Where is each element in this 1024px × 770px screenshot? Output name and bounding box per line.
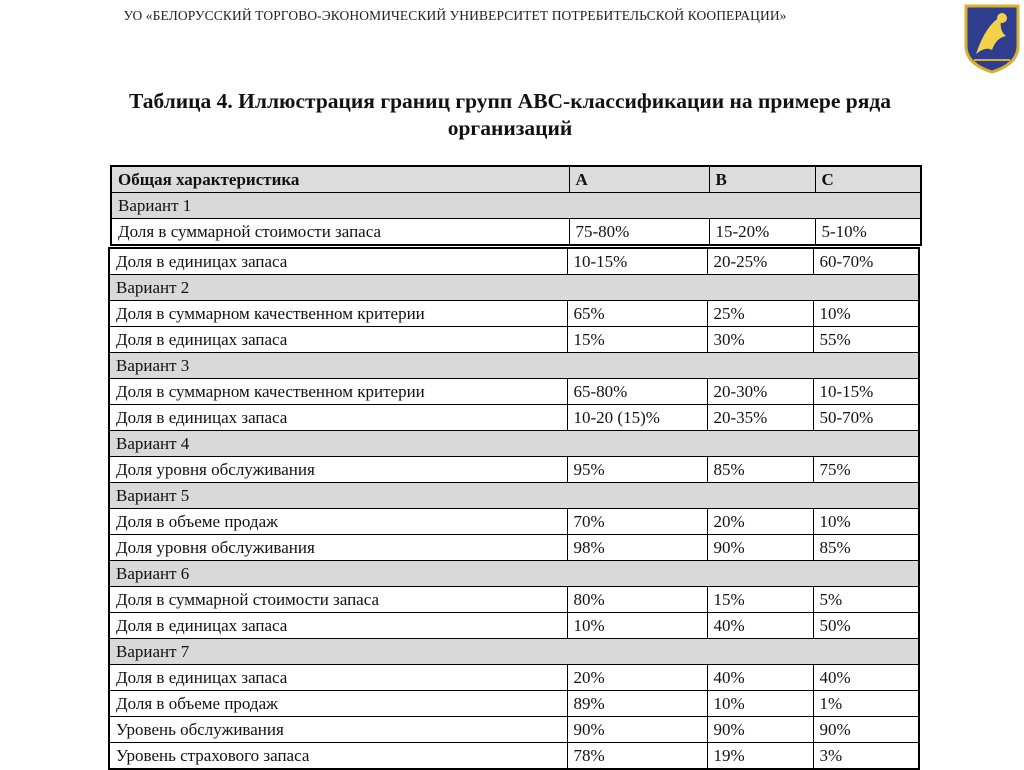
table-cell: Уровень обслуживания: [109, 717, 567, 743]
table-cell: 80%: [567, 587, 707, 613]
table-cell: 30%: [707, 327, 813, 353]
table-cell: 10-15%: [813, 379, 919, 405]
table-title: [30, 88, 990, 142]
table-cell: 10%: [567, 613, 707, 639]
table-cell: Доля в суммарном качественном критерии: [109, 379, 567, 405]
table-row: [109, 405, 919, 431]
table-cell: 5-10%: [815, 219, 921, 246]
table-cell: Доля в суммарной стоимости запаса: [109, 587, 567, 613]
table-cell: Доля в единицах запаса: [109, 665, 567, 691]
table-row: [109, 509, 919, 535]
table-cell: 10%: [707, 691, 813, 717]
table-header-row: [111, 166, 921, 193]
table-cell: Доля уровня обслуживания: [109, 535, 567, 561]
table-cell: 1%: [813, 691, 919, 717]
institution-header: УО «БЕЛОРУССКИЙ ТОРГОВО-ЭКОНОМИЧЕСКИЙ УНИВЕРСИТЕТ ПОТРЕБИТЕЛЬСКОЙ КООПЕРАЦИИ»: [123, 8, 787, 23]
table-cell: 40%: [707, 613, 813, 639]
table-cell: Доля в суммарном качественном критерии: [109, 301, 567, 327]
table-cell: Доля в объеме продаж: [109, 691, 567, 717]
table-cell: Доля в единицах запаса: [109, 248, 567, 275]
variant-label: Вариант 7: [109, 639, 919, 665]
column-header: C: [815, 166, 921, 193]
variant-row: [109, 639, 919, 665]
abc-table-part-2: [108, 247, 920, 770]
table-cell: 85%: [813, 535, 919, 561]
variant-row: [109, 353, 919, 379]
column-header: Общая характеристика: [111, 166, 569, 193]
variant-label: Вариант 6: [109, 561, 919, 587]
table-cell: Доля в единицах запаса: [109, 613, 567, 639]
table-cell: 65%: [567, 301, 707, 327]
table-cell: 20-30%: [707, 379, 813, 405]
table-cell: 50-70%: [813, 405, 919, 431]
table-row: [109, 327, 919, 353]
table-cell: 90%: [707, 717, 813, 743]
table-cell: 90%: [707, 535, 813, 561]
table-cell: 10%: [813, 509, 919, 535]
table-row: [109, 379, 919, 405]
table-row: [109, 248, 919, 275]
column-header: A: [569, 166, 709, 193]
table-cell: 10%: [813, 301, 919, 327]
table-cell: Доля уровня обслуживания: [109, 457, 567, 483]
table-cell: 15-20%: [709, 219, 815, 246]
table-row: [109, 535, 919, 561]
variant-label: Вариант 5: [109, 483, 919, 509]
variant-row: [109, 483, 919, 509]
table-cell: 15%: [707, 587, 813, 613]
table-cell: 5%: [813, 587, 919, 613]
column-header: B: [709, 166, 815, 193]
table-row: [109, 301, 919, 327]
table-cell: 95%: [567, 457, 707, 483]
variant-row: [109, 275, 919, 301]
table-cell: 40%: [707, 665, 813, 691]
table-cell: 65-80%: [567, 379, 707, 405]
table-cell: 3%: [813, 743, 919, 770]
table-cell: Доля в единицах запаса: [109, 405, 567, 431]
variant-label: Вариант 3: [109, 353, 919, 379]
table-row: [109, 665, 919, 691]
table-cell: Доля в объеме продаж: [109, 509, 567, 535]
variant-row: [109, 431, 919, 457]
table-cell: 98%: [567, 535, 707, 561]
variant-label: Вариант 4: [109, 431, 919, 457]
table-cell: Доля в суммарной стоимости запаса: [111, 219, 569, 246]
table-cell: 20%: [707, 509, 813, 535]
table-row: [109, 691, 919, 717]
table-cell: 75-80%: [569, 219, 709, 246]
table-cell: 10-20 (15)%: [567, 405, 707, 431]
university-emblem-icon: [962, 2, 1022, 74]
table-cell: 60-70%: [813, 248, 919, 275]
table-cell: 20-25%: [707, 248, 813, 275]
table-cell: 10-15%: [567, 248, 707, 275]
table-cell: 25%: [707, 301, 813, 327]
table-cell: 89%: [567, 691, 707, 717]
table-cell: 90%: [567, 717, 707, 743]
table-cell: 20%: [567, 665, 707, 691]
table-cell: 85%: [707, 457, 813, 483]
table-cell: 20-35%: [707, 405, 813, 431]
table-row: [111, 219, 921, 246]
table-cell: Доля в единицах запаса: [109, 327, 567, 353]
table-cell: 78%: [567, 743, 707, 770]
table-cell: 15%: [567, 327, 707, 353]
table-row: [109, 717, 919, 743]
table-cell: 55%: [813, 327, 919, 353]
abc-table-part-1: [110, 165, 922, 246]
variant-label: Вариант 1: [111, 193, 921, 219]
table-cell: Уровень страхового запаса: [109, 743, 567, 770]
variant-row: [109, 561, 919, 587]
table-cell: 50%: [813, 613, 919, 639]
table-cell: 40%: [813, 665, 919, 691]
variant-label: Вариант 2: [109, 275, 919, 301]
table-row: [109, 613, 919, 639]
table-cell: 75%: [813, 457, 919, 483]
title-line-1: Таблица 4. Иллюстрация границ групп ABC-классификации на примере ряда: [128, 89, 892, 113]
table-cell: 70%: [567, 509, 707, 535]
table-cell: 19%: [707, 743, 813, 770]
table-row: [109, 587, 919, 613]
table-row: [109, 457, 919, 483]
table-cell: 90%: [813, 717, 919, 743]
table-row: [109, 743, 919, 770]
variant-row: [111, 193, 921, 219]
title-line-2: организаций: [447, 116, 573, 140]
